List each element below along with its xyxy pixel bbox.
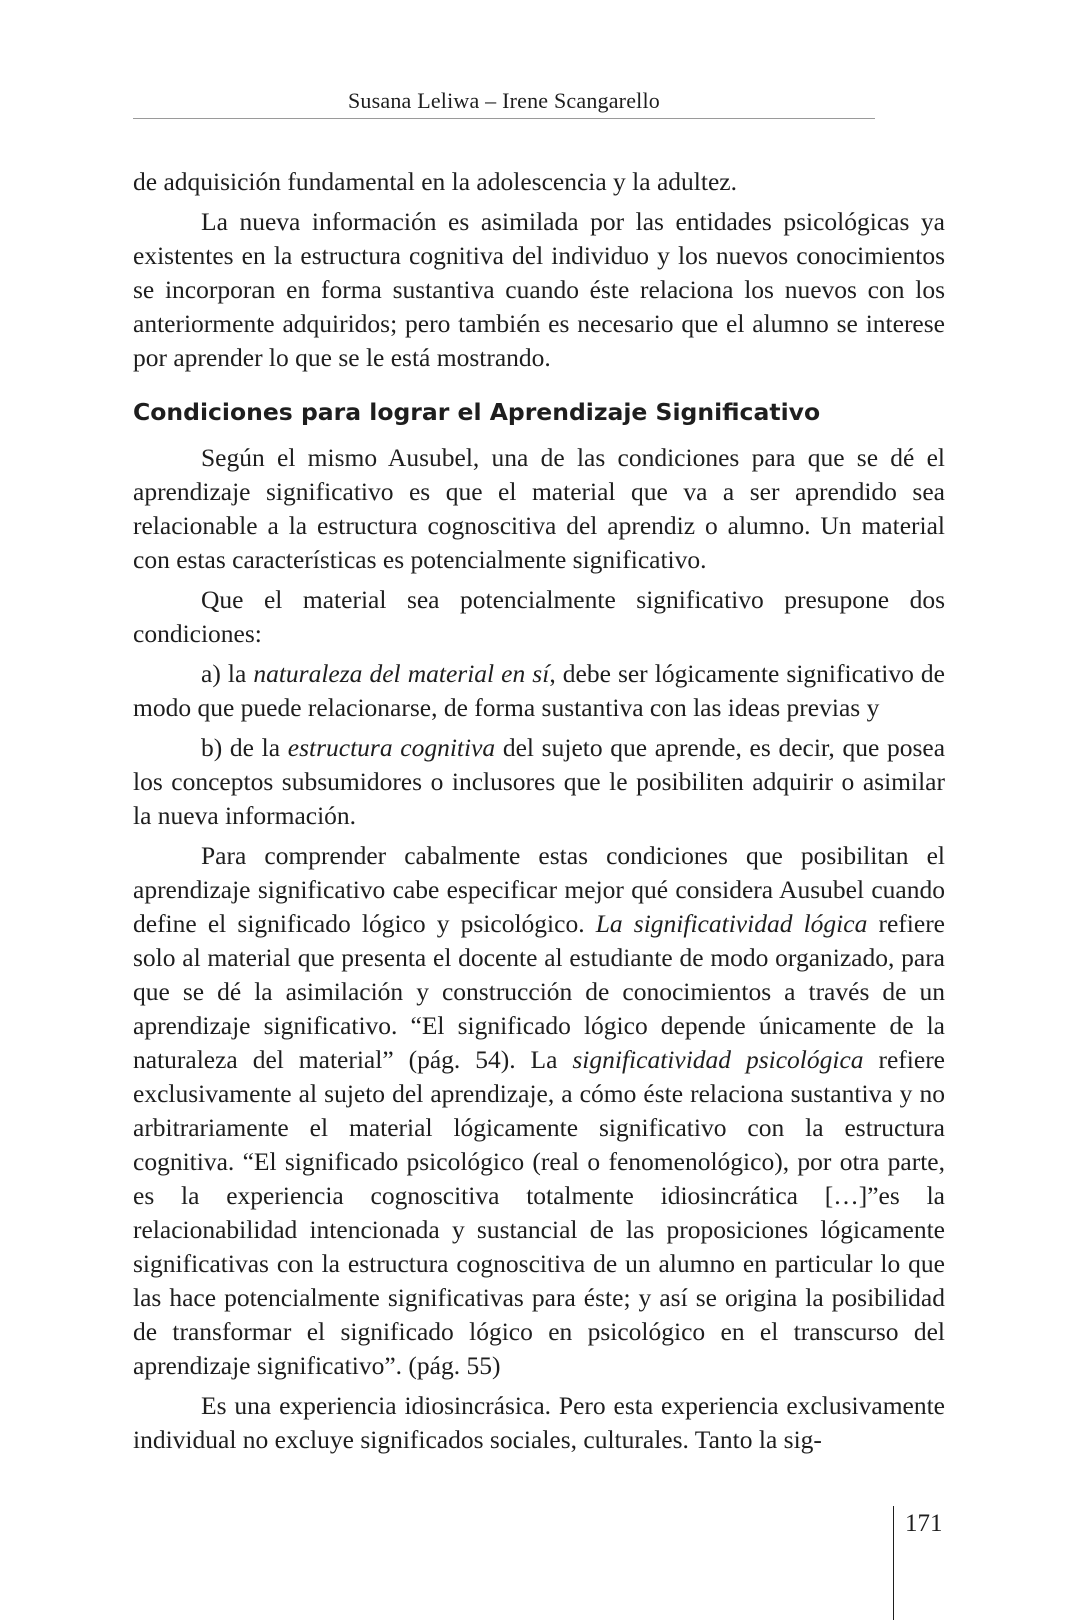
significance-logical-term: La significatividad lógica — [595, 909, 868, 938]
paragraph-1: de adquisición fundamental en la adolescencia y la adultez. — [133, 167, 737, 196]
significance-part-1: Para comprender cabalmente estas condiciones que posibilitan el aprendizaje significativo cabe especificar mejor qué considera Ausubel cuando define el significado lógico y psicológico. — [133, 841, 945, 938]
paragraph-4: Que el material sea potencialmente significativo presupone dos condiciones: — [133, 585, 945, 648]
page-number-rule — [893, 1506, 894, 1620]
paragraph-significance — [133, 839, 945, 1383]
significance-psychological-term: significatividad psicológica — [572, 1045, 864, 1074]
paragraph-2: La nueva información es asimilada por las entidades psicológicas ya existentes en la estructura cognitiva del individuo y los nuevos conocimientos se incorporan en forma sustantiva cuando éste relaciona los nuevos con los anteriormente adquiridos; pero también es necesario que el alumno se interese por aprender lo que se le está mostrando. — [133, 207, 945, 372]
condition-a-lead: a) la — [201, 659, 254, 688]
condition-a-rest: , debe ser lógicamente significativo de modo que puede relacionarse, de forma sustantiva con las ideas previas y — [133, 659, 946, 722]
condition-b-lead: b) de la — [201, 733, 288, 762]
condition-b-rest: del sujeto que aprende, es decir, que posea los conceptos subsumidores o inclusores que le posibiliten adquirir o asimilar la nueva información. — [133, 733, 946, 830]
running-header: Susana Leliwa – Irene Scangarello — [347, 88, 661, 113]
paragraph-condition-b — [133, 731, 945, 833]
section-heading: Condiciones para lograr el Aprendizaje Significativo — [133, 398, 821, 426]
paragraph-condition-a — [133, 657, 945, 725]
page-body — [133, 165, 945, 1463]
paragraph-8: Es una experiencia idiosincrásica. Pero esta experiencia exclusivamente individual no excluye significados sociales, culturales. Tanto la sig- — [133, 1391, 945, 1454]
condition-a-emphasis: naturaleza del material en sí — [253, 659, 550, 688]
significance-part-2: refiere solo al material que presenta el docente al estudiante de modo organizado, para que se dé la asimilación y construcción de conocimientos a través de un aprendizaje significativo. “El significado lógico depende únicamente de la naturaleza del material” (pág. 54). La — [133, 909, 946, 1074]
page-number: 171 — [905, 1510, 943, 1537]
significance-part-3: refiere exclusivamente al sujeto del aprendizaje, a cómo éste relaciona sustantiva y no arbitrariamente el material lógicamente significativo con la estructura cognitiva. “El significado psicológico (real o fenomenológico), por otra parte, es la experiencia cognoscitiva totalmente idiosincrática […]”es la relacionabilidad intencionada y sustancial de las proposiciones lógicamente significativas con la estructura cognoscitiva de un alumno en particular lo que las hace potencialmente significativas para éste; y así se origina la posibilidad de transformar el significado lógico en psicológico en el transcurso del aprendizaje significativo”. (pág. 55) — [133, 1045, 946, 1380]
paragraph-3: Según el mismo Ausubel, una de las condiciones para que se dé el aprendizaje significativo es que el material que va a ser aprendido sea relacionable a la estructura cognoscitiva del aprendiz o alumno. Un material con estas características es potencialmente significativo. — [133, 443, 945, 574]
header-rule — [133, 118, 875, 119]
condition-b-emphasis: estructura cognitiva — [287, 733, 496, 762]
